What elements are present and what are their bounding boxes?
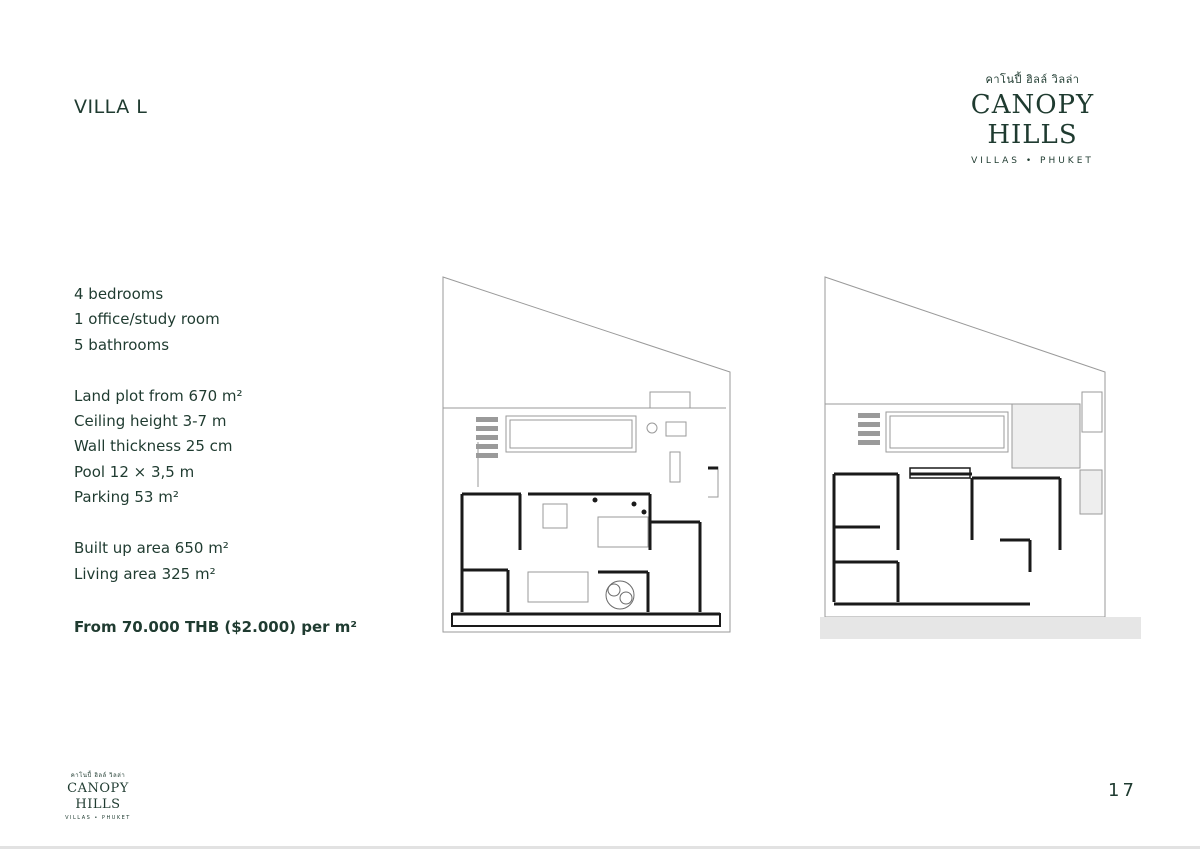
brand-logo: [930, 70, 1135, 166]
footer-logo: [46, 770, 150, 821]
page-number: 17: [1108, 780, 1137, 801]
ground-floor-plan: [438, 272, 734, 634]
spec-parking: Parking 53 m²: [74, 488, 179, 507]
logo-subtitle: VILLAS • PHUKET: [971, 156, 1094, 166]
upper-floor-plan: [820, 272, 1145, 646]
spec-built-up-area: Built up area 650 m²: [74, 539, 229, 558]
villa-specs: [74, 282, 357, 640]
footer-logo-name: CANOPY HILLS: [67, 781, 129, 812]
spec-pool: Pool 12 × 3,5 m: [74, 462, 195, 481]
page-title: VILLA L: [74, 96, 148, 118]
logo-thai-text: คาโนปี้ ฮิลล์ วิลล่า: [985, 73, 1080, 86]
spec-office: 1 office/study room: [74, 310, 220, 329]
footer-logo-thai-text: คาโนปี้ ฮิลล์ วิลล่า: [70, 772, 126, 779]
spec-land-plot: Land plot from 670 m²: [74, 386, 243, 405]
spec-bathrooms: 5 bathrooms: [74, 335, 170, 354]
spec-living-area: Living area 325 m²: [74, 564, 216, 583]
spec-wall-thickness: Wall thickness 25 cm: [74, 437, 233, 456]
spec-bedrooms: 4 bedrooms: [74, 285, 164, 303]
spec-price: From 70.000 THB ($2.000) per m²: [74, 617, 357, 636]
logo-name: CANOPY HILLS: [970, 90, 1095, 150]
footer-logo-subtitle: VILLAS • PHUKET: [65, 815, 131, 821]
spec-ceiling-height: Ceiling height 3-7 m: [74, 412, 227, 431]
